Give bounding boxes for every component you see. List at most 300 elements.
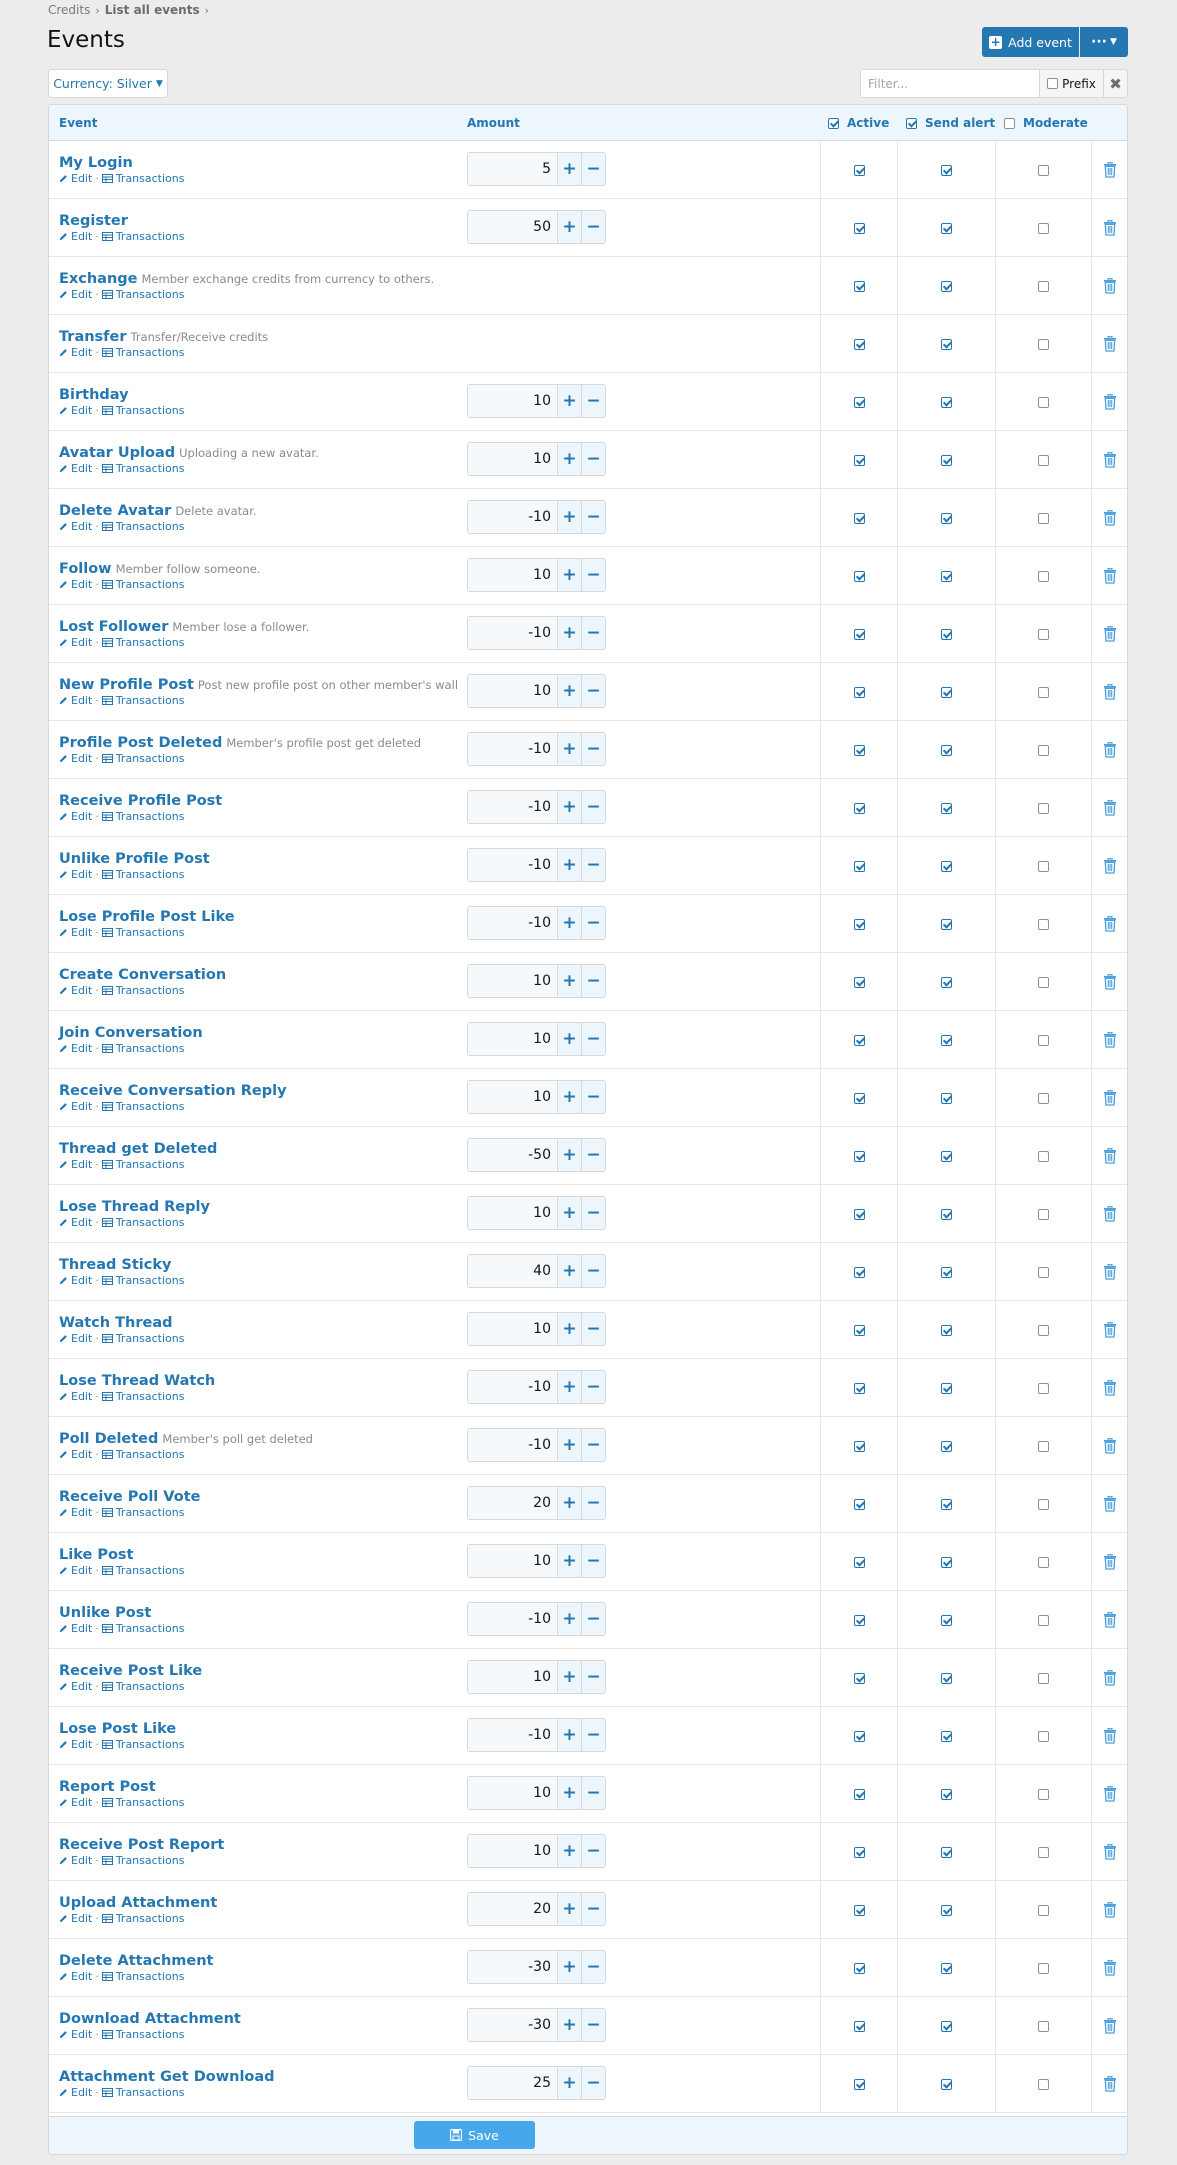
delete-button[interactable] xyxy=(1091,1997,1127,2055)
edit-link[interactable] xyxy=(59,1100,92,1113)
prefix-toggle[interactable] xyxy=(1040,70,1104,97)
active-checkbox[interactable] xyxy=(854,165,865,176)
transactions-link[interactable] xyxy=(102,172,185,185)
transactions-link[interactable] xyxy=(102,1506,185,1519)
delete-button[interactable] xyxy=(1091,1243,1127,1301)
transactions-link[interactable] xyxy=(102,1158,185,1171)
delete-button[interactable] xyxy=(1091,605,1127,663)
moderate-checkbox[interactable] xyxy=(1038,919,1049,930)
edit-link[interactable] xyxy=(59,172,92,185)
event-title-link[interactable]: Report Post xyxy=(59,1779,156,1795)
moderate-checkbox[interactable] xyxy=(1038,745,1049,756)
transactions-link[interactable] xyxy=(102,230,185,243)
more-actions-button[interactable] xyxy=(1080,27,1128,57)
edit-link[interactable] xyxy=(59,1448,92,1461)
moderate-checkbox[interactable] xyxy=(1038,1789,1049,1800)
edit-link[interactable] xyxy=(59,2086,92,2099)
amount-input[interactable] xyxy=(468,2009,557,2041)
moderate-checkbox[interactable] xyxy=(1038,1035,1049,1046)
event-title-link[interactable]: Upload Attachment xyxy=(59,1895,218,1911)
transactions-link[interactable] xyxy=(102,1738,185,1751)
moderate-checkbox[interactable] xyxy=(1038,2079,1049,2090)
delete-button[interactable] xyxy=(1091,373,1127,431)
moderate-checkbox[interactable] xyxy=(1038,1209,1049,1220)
edit-link[interactable] xyxy=(59,1970,92,1983)
moderate-checkbox[interactable] xyxy=(1038,1151,1049,1162)
event-title-link[interactable]: Lose Post Like xyxy=(59,1721,177,1737)
amount-input[interactable] xyxy=(468,849,557,881)
amount-input[interactable] xyxy=(468,617,557,649)
edit-link[interactable] xyxy=(59,1912,92,1925)
amount-input[interactable] xyxy=(468,1023,557,1055)
moderate-checkbox[interactable] xyxy=(1038,571,1049,582)
edit-link[interactable] xyxy=(59,694,92,707)
decrement-button[interactable]: − xyxy=(581,1487,605,1519)
amount-input[interactable] xyxy=(468,559,557,591)
edit-link[interactable] xyxy=(59,462,92,475)
moderate-checkbox[interactable] xyxy=(1038,281,1049,292)
decrement-button[interactable]: − xyxy=(581,1255,605,1287)
event-title-link[interactable]: Poll Deleted xyxy=(59,1431,159,1447)
event-title-link[interactable]: New Profile Post xyxy=(59,677,194,693)
transactions-link[interactable] xyxy=(102,346,185,359)
currency-dropdown[interactable] xyxy=(48,69,168,98)
delete-button[interactable] xyxy=(1091,953,1127,1011)
active-checkbox[interactable] xyxy=(854,687,865,698)
send-alert-checkbox[interactable] xyxy=(941,687,952,698)
amount-input[interactable] xyxy=(468,1371,557,1403)
transactions-link[interactable] xyxy=(102,1680,185,1693)
event-title-link[interactable]: Register xyxy=(59,213,128,229)
send-alert-checkbox[interactable] xyxy=(941,455,952,466)
decrement-button[interactable]: − xyxy=(581,733,605,765)
active-all-checkbox[interactable] xyxy=(828,118,839,129)
delete-button[interactable] xyxy=(1091,721,1127,779)
active-checkbox[interactable] xyxy=(854,1151,865,1162)
filter-input[interactable] xyxy=(861,70,1040,97)
moderate-checkbox[interactable] xyxy=(1038,1731,1049,1742)
send-alert-checkbox[interactable] xyxy=(941,2079,952,2090)
active-checkbox[interactable] xyxy=(854,1209,865,1220)
delete-button[interactable] xyxy=(1091,895,1127,953)
decrement-button[interactable]: − xyxy=(581,2009,605,2041)
delete-button[interactable] xyxy=(1091,1823,1127,1881)
send-alert-checkbox[interactable] xyxy=(941,1789,952,1800)
active-checkbox[interactable] xyxy=(854,977,865,988)
active-checkbox[interactable] xyxy=(854,1383,865,1394)
increment-button[interactable]: + xyxy=(557,1545,581,1577)
increment-button[interactable]: + xyxy=(557,965,581,997)
prefix-checkbox[interactable] xyxy=(1047,78,1058,89)
edit-link[interactable] xyxy=(59,1390,92,1403)
send-alert-checkbox[interactable] xyxy=(941,223,952,234)
decrement-button[interactable]: − xyxy=(581,2067,605,2099)
send-alert-checkbox[interactable] xyxy=(941,1267,952,1278)
increment-button[interactable]: + xyxy=(557,617,581,649)
send-alert-checkbox[interactable] xyxy=(941,1383,952,1394)
column-header-active[interactable] xyxy=(828,105,889,141)
active-checkbox[interactable] xyxy=(854,223,865,234)
moderate-checkbox[interactable] xyxy=(1038,1441,1049,1452)
amount-input[interactable] xyxy=(468,1197,557,1229)
active-checkbox[interactable] xyxy=(854,2079,865,2090)
delete-button[interactable] xyxy=(1091,315,1127,373)
increment-button[interactable]: + xyxy=(557,1893,581,1925)
active-checkbox[interactable] xyxy=(854,1267,865,1278)
delete-button[interactable] xyxy=(1091,431,1127,489)
moderate-checkbox[interactable] xyxy=(1038,1093,1049,1104)
active-checkbox[interactable] xyxy=(854,1847,865,1858)
moderate-checkbox[interactable] xyxy=(1038,1615,1049,1626)
send-alert-checkbox[interactable] xyxy=(941,919,952,930)
moderate-checkbox[interactable] xyxy=(1038,2021,1049,2032)
moderate-checkbox[interactable] xyxy=(1038,397,1049,408)
edit-link[interactable] xyxy=(59,636,92,649)
amount-input[interactable] xyxy=(468,443,557,475)
edit-link[interactable] xyxy=(59,752,92,765)
event-title-link[interactable]: Create Conversation xyxy=(59,967,227,983)
send-alert-checkbox[interactable] xyxy=(941,629,952,640)
edit-link[interactable] xyxy=(59,288,92,301)
active-checkbox[interactable] xyxy=(854,1499,865,1510)
delete-button[interactable] xyxy=(1091,1069,1127,1127)
transactions-link[interactable] xyxy=(102,984,185,997)
active-checkbox[interactable] xyxy=(854,1441,865,1452)
send-alert-checkbox[interactable] xyxy=(941,339,952,350)
event-title-link[interactable]: Delete Attachment xyxy=(59,1953,214,1969)
amount-input[interactable] xyxy=(468,1487,557,1519)
delete-button[interactable] xyxy=(1091,1765,1127,1823)
send-alert-checkbox[interactable] xyxy=(941,1441,952,1452)
active-checkbox[interactable] xyxy=(854,1731,865,1742)
increment-button[interactable]: + xyxy=(557,733,581,765)
increment-button[interactable]: + xyxy=(557,1429,581,1461)
delete-button[interactable] xyxy=(1091,837,1127,895)
edit-link[interactable] xyxy=(59,1680,92,1693)
column-header-moderate[interactable] xyxy=(1004,105,1088,141)
amount-input[interactable] xyxy=(468,1081,557,1113)
transactions-link[interactable] xyxy=(102,868,185,881)
amount-input[interactable] xyxy=(468,1835,557,1867)
transactions-link[interactable] xyxy=(102,520,185,533)
decrement-button[interactable]: − xyxy=(581,1197,605,1229)
increment-button[interactable]: + xyxy=(557,1371,581,1403)
decrement-button[interactable]: − xyxy=(581,1603,605,1635)
active-checkbox[interactable] xyxy=(854,513,865,524)
delete-button[interactable] xyxy=(1091,257,1127,315)
amount-input[interactable] xyxy=(468,1139,557,1171)
delete-button[interactable] xyxy=(1091,1939,1127,1997)
delete-button[interactable] xyxy=(1091,1301,1127,1359)
edit-link[interactable] xyxy=(59,926,92,939)
event-title-link[interactable]: Thread Sticky xyxy=(59,1257,172,1273)
decrement-button[interactable]: − xyxy=(581,501,605,533)
amount-input[interactable] xyxy=(468,1777,557,1809)
moderate-checkbox[interactable] xyxy=(1038,339,1049,350)
moderate-checkbox[interactable] xyxy=(1038,1963,1049,1974)
moderate-checkbox[interactable] xyxy=(1038,1267,1049,1278)
delete-button[interactable] xyxy=(1091,779,1127,837)
increment-button[interactable]: + xyxy=(557,1081,581,1113)
active-checkbox[interactable] xyxy=(854,1035,865,1046)
event-title-link[interactable]: Transfer xyxy=(59,329,127,345)
decrement-button[interactable]: − xyxy=(581,791,605,823)
amount-input[interactable] xyxy=(468,1719,557,1751)
decrement-button[interactable]: − xyxy=(581,1893,605,1925)
transactions-link[interactable] xyxy=(102,1274,185,1287)
event-title-link[interactable]: Receive Post Like xyxy=(59,1663,203,1679)
transactions-link[interactable] xyxy=(102,752,185,765)
amount-input[interactable] xyxy=(468,1545,557,1577)
transactions-link[interactable] xyxy=(102,1912,185,1925)
transactions-link[interactable] xyxy=(102,2086,185,2099)
send-alert-checkbox[interactable] xyxy=(941,1499,952,1510)
amount-input[interactable] xyxy=(468,1313,557,1345)
send-alert-checkbox[interactable] xyxy=(941,861,952,872)
moderate-checkbox[interactable] xyxy=(1038,513,1049,524)
send-alert-checkbox[interactable] xyxy=(941,1209,952,1220)
edit-link[interactable] xyxy=(59,404,92,417)
increment-button[interactable]: + xyxy=(557,385,581,417)
active-checkbox[interactable] xyxy=(854,339,865,350)
delete-button[interactable] xyxy=(1091,1649,1127,1707)
edit-link[interactable] xyxy=(59,346,92,359)
moderate-checkbox[interactable] xyxy=(1038,861,1049,872)
delete-button[interactable] xyxy=(1091,1707,1127,1765)
event-title-link[interactable]: Follow xyxy=(59,561,112,577)
decrement-button[interactable]: − xyxy=(581,1719,605,1751)
decrement-button[interactable]: − xyxy=(581,1313,605,1345)
increment-button[interactable]: + xyxy=(557,1197,581,1229)
increment-button[interactable]: + xyxy=(557,1835,581,1867)
delete-button[interactable] xyxy=(1091,489,1127,547)
delete-button[interactable] xyxy=(1091,1533,1127,1591)
active-checkbox[interactable] xyxy=(854,1905,865,1916)
moderate-checkbox[interactable] xyxy=(1038,455,1049,466)
decrement-button[interactable]: − xyxy=(581,965,605,997)
amount-input[interactable] xyxy=(468,1661,557,1693)
increment-button[interactable]: + xyxy=(557,1661,581,1693)
decrement-button[interactable]: − xyxy=(581,907,605,939)
event-title-link[interactable]: Lose Profile Post Like xyxy=(59,909,235,925)
edit-link[interactable] xyxy=(59,1622,92,1635)
event-title-link[interactable]: Profile Post Deleted xyxy=(59,735,223,751)
delete-button[interactable] xyxy=(1091,2055,1127,2113)
active-checkbox[interactable] xyxy=(854,397,865,408)
delete-button[interactable] xyxy=(1091,199,1127,257)
active-checkbox[interactable] xyxy=(854,803,865,814)
moderate-checkbox[interactable] xyxy=(1038,1673,1049,1684)
send-alert-checkbox[interactable] xyxy=(941,1905,952,1916)
decrement-button[interactable]: − xyxy=(581,443,605,475)
amount-input[interactable] xyxy=(468,1603,557,1635)
amount-input[interactable] xyxy=(468,385,557,417)
breadcrumb-credits[interactable]: Credits xyxy=(48,3,91,17)
event-title-link[interactable]: Join Conversation xyxy=(59,1025,203,1041)
active-checkbox[interactable] xyxy=(854,1963,865,1974)
column-header-send-alert[interactable] xyxy=(906,105,995,141)
send-alert-all-checkbox[interactable] xyxy=(906,118,917,129)
event-title-link[interactable]: Thread get Deleted xyxy=(59,1141,218,1157)
delete-button[interactable] xyxy=(1091,1011,1127,1069)
send-alert-checkbox[interactable] xyxy=(941,977,952,988)
amount-input[interactable] xyxy=(468,965,557,997)
active-checkbox[interactable] xyxy=(854,1673,865,1684)
send-alert-checkbox[interactable] xyxy=(941,1673,952,1684)
transactions-link[interactable] xyxy=(102,926,185,939)
moderate-checkbox[interactable] xyxy=(1038,803,1049,814)
active-checkbox[interactable] xyxy=(854,919,865,930)
send-alert-checkbox[interactable] xyxy=(941,165,952,176)
moderate-all-checkbox[interactable] xyxy=(1004,118,1015,129)
transactions-link[interactable] xyxy=(102,810,185,823)
transactions-link[interactable] xyxy=(102,578,185,591)
delete-button[interactable] xyxy=(1091,1359,1127,1417)
edit-link[interactable] xyxy=(59,868,92,881)
amount-input[interactable] xyxy=(468,2067,557,2099)
event-title-link[interactable]: Download Attachment xyxy=(59,2011,241,2027)
send-alert-checkbox[interactable] xyxy=(941,1093,952,1104)
active-checkbox[interactable] xyxy=(854,1325,865,1336)
moderate-checkbox[interactable] xyxy=(1038,1325,1049,1336)
delete-button[interactable] xyxy=(1091,663,1127,721)
decrement-button[interactable]: − xyxy=(581,1545,605,1577)
decrement-button[interactable]: − xyxy=(581,1951,605,1983)
moderate-checkbox[interactable] xyxy=(1038,1383,1049,1394)
delete-button[interactable] xyxy=(1091,1417,1127,1475)
moderate-checkbox[interactable] xyxy=(1038,1557,1049,1568)
active-checkbox[interactable] xyxy=(854,1093,865,1104)
event-title-link[interactable]: Watch Thread xyxy=(59,1315,173,1331)
increment-button[interactable]: + xyxy=(557,675,581,707)
amount-input[interactable] xyxy=(468,1893,557,1925)
active-checkbox[interactable] xyxy=(854,1557,865,1568)
send-alert-checkbox[interactable] xyxy=(941,745,952,756)
transactions-link[interactable] xyxy=(102,1216,185,1229)
increment-button[interactable]: + xyxy=(557,153,581,185)
event-title-link[interactable]: Lose Thread Reply xyxy=(59,1199,210,1215)
decrement-button[interactable]: − xyxy=(581,385,605,417)
event-title-link[interactable]: Receive Conversation Reply xyxy=(59,1083,287,1099)
send-alert-checkbox[interactable] xyxy=(941,397,952,408)
amount-input[interactable] xyxy=(468,153,557,185)
event-title-link[interactable]: Unlike Post xyxy=(59,1605,152,1621)
moderate-checkbox[interactable] xyxy=(1038,223,1049,234)
send-alert-checkbox[interactable] xyxy=(941,1847,952,1858)
send-alert-checkbox[interactable] xyxy=(941,1557,952,1568)
transactions-link[interactable] xyxy=(102,1796,185,1809)
delete-button[interactable] xyxy=(1091,1185,1127,1243)
amount-input[interactable] xyxy=(468,211,557,243)
breadcrumb-list-all-events[interactable]: List all events xyxy=(104,3,200,17)
increment-button[interactable]: + xyxy=(557,211,581,243)
event-title-link[interactable]: Birthday xyxy=(59,387,129,403)
decrement-button[interactable]: − xyxy=(581,1023,605,1055)
edit-link[interactable] xyxy=(59,2028,92,2041)
increment-button[interactable]: + xyxy=(557,907,581,939)
event-title-link[interactable]: My Login xyxy=(59,155,133,171)
moderate-checkbox[interactable] xyxy=(1038,687,1049,698)
increment-button[interactable]: + xyxy=(557,1255,581,1287)
moderate-checkbox[interactable] xyxy=(1038,1499,1049,1510)
transactions-link[interactable] xyxy=(102,1332,185,1345)
moderate-checkbox[interactable] xyxy=(1038,1847,1049,1858)
event-title-link[interactable]: Exchange xyxy=(59,271,138,287)
active-checkbox[interactable] xyxy=(854,2021,865,2032)
amount-input[interactable] xyxy=(468,791,557,823)
event-title-link[interactable]: Receive Post Report xyxy=(59,1837,225,1853)
edit-link[interactable] xyxy=(59,578,92,591)
transactions-link[interactable] xyxy=(102,1564,185,1577)
decrement-button[interactable]: − xyxy=(581,559,605,591)
increment-button[interactable]: + xyxy=(557,791,581,823)
moderate-checkbox[interactable] xyxy=(1038,629,1049,640)
send-alert-checkbox[interactable] xyxy=(941,1963,952,1974)
active-checkbox[interactable] xyxy=(854,1615,865,1626)
increment-button[interactable]: + xyxy=(557,1023,581,1055)
delete-button[interactable] xyxy=(1091,1591,1127,1649)
amount-input[interactable] xyxy=(468,1255,557,1287)
transactions-link[interactable] xyxy=(102,2028,185,2041)
decrement-button[interactable]: − xyxy=(581,1661,605,1693)
decrement-button[interactable]: − xyxy=(581,1777,605,1809)
delete-button[interactable] xyxy=(1091,1475,1127,1533)
active-checkbox[interactable] xyxy=(854,861,865,872)
active-checkbox[interactable] xyxy=(854,745,865,756)
increment-button[interactable]: + xyxy=(557,501,581,533)
increment-button[interactable]: + xyxy=(557,1139,581,1171)
send-alert-checkbox[interactable] xyxy=(941,1615,952,1626)
edit-link[interactable] xyxy=(59,1506,92,1519)
event-title-link[interactable]: Attachment Get Download xyxy=(59,2069,275,2085)
transactions-link[interactable] xyxy=(102,1970,185,1983)
transactions-link[interactable] xyxy=(102,288,185,301)
send-alert-checkbox[interactable] xyxy=(941,1731,952,1742)
amount-input[interactable] xyxy=(468,501,557,533)
edit-link[interactable] xyxy=(59,230,92,243)
increment-button[interactable]: + xyxy=(557,2009,581,2041)
add-event-button[interactable] xyxy=(982,27,1079,57)
decrement-button[interactable]: − xyxy=(581,1081,605,1113)
decrement-button[interactable]: − xyxy=(581,1371,605,1403)
increment-button[interactable]: + xyxy=(557,559,581,591)
amount-input[interactable] xyxy=(468,733,557,765)
edit-link[interactable] xyxy=(59,1332,92,1345)
decrement-button[interactable]: − xyxy=(581,1139,605,1171)
increment-button[interactable]: + xyxy=(557,1487,581,1519)
edit-link[interactable] xyxy=(59,810,92,823)
moderate-checkbox[interactable] xyxy=(1038,165,1049,176)
delete-button[interactable] xyxy=(1091,547,1127,605)
increment-button[interactable]: + xyxy=(557,1313,581,1345)
edit-link[interactable] xyxy=(59,1216,92,1229)
event-title-link[interactable]: Avatar Upload xyxy=(59,445,176,461)
edit-link[interactable] xyxy=(59,984,92,997)
decrement-button[interactable]: − xyxy=(581,1835,605,1867)
clear-filter-icon[interactable]: ✖ xyxy=(1109,74,1122,93)
increment-button[interactable]: + xyxy=(557,2067,581,2099)
active-checkbox[interactable] xyxy=(854,571,865,582)
event-title-link[interactable]: Like Post xyxy=(59,1547,134,1563)
edit-link[interactable] xyxy=(59,1274,92,1287)
active-checkbox[interactable] xyxy=(854,629,865,640)
event-title-link[interactable]: Receive Profile Post xyxy=(59,793,223,809)
moderate-checkbox[interactable] xyxy=(1038,1905,1049,1916)
active-checkbox[interactable] xyxy=(854,281,865,292)
decrement-button[interactable]: − xyxy=(581,617,605,649)
transactions-link[interactable] xyxy=(102,1042,185,1055)
moderate-checkbox[interactable] xyxy=(1038,977,1049,988)
